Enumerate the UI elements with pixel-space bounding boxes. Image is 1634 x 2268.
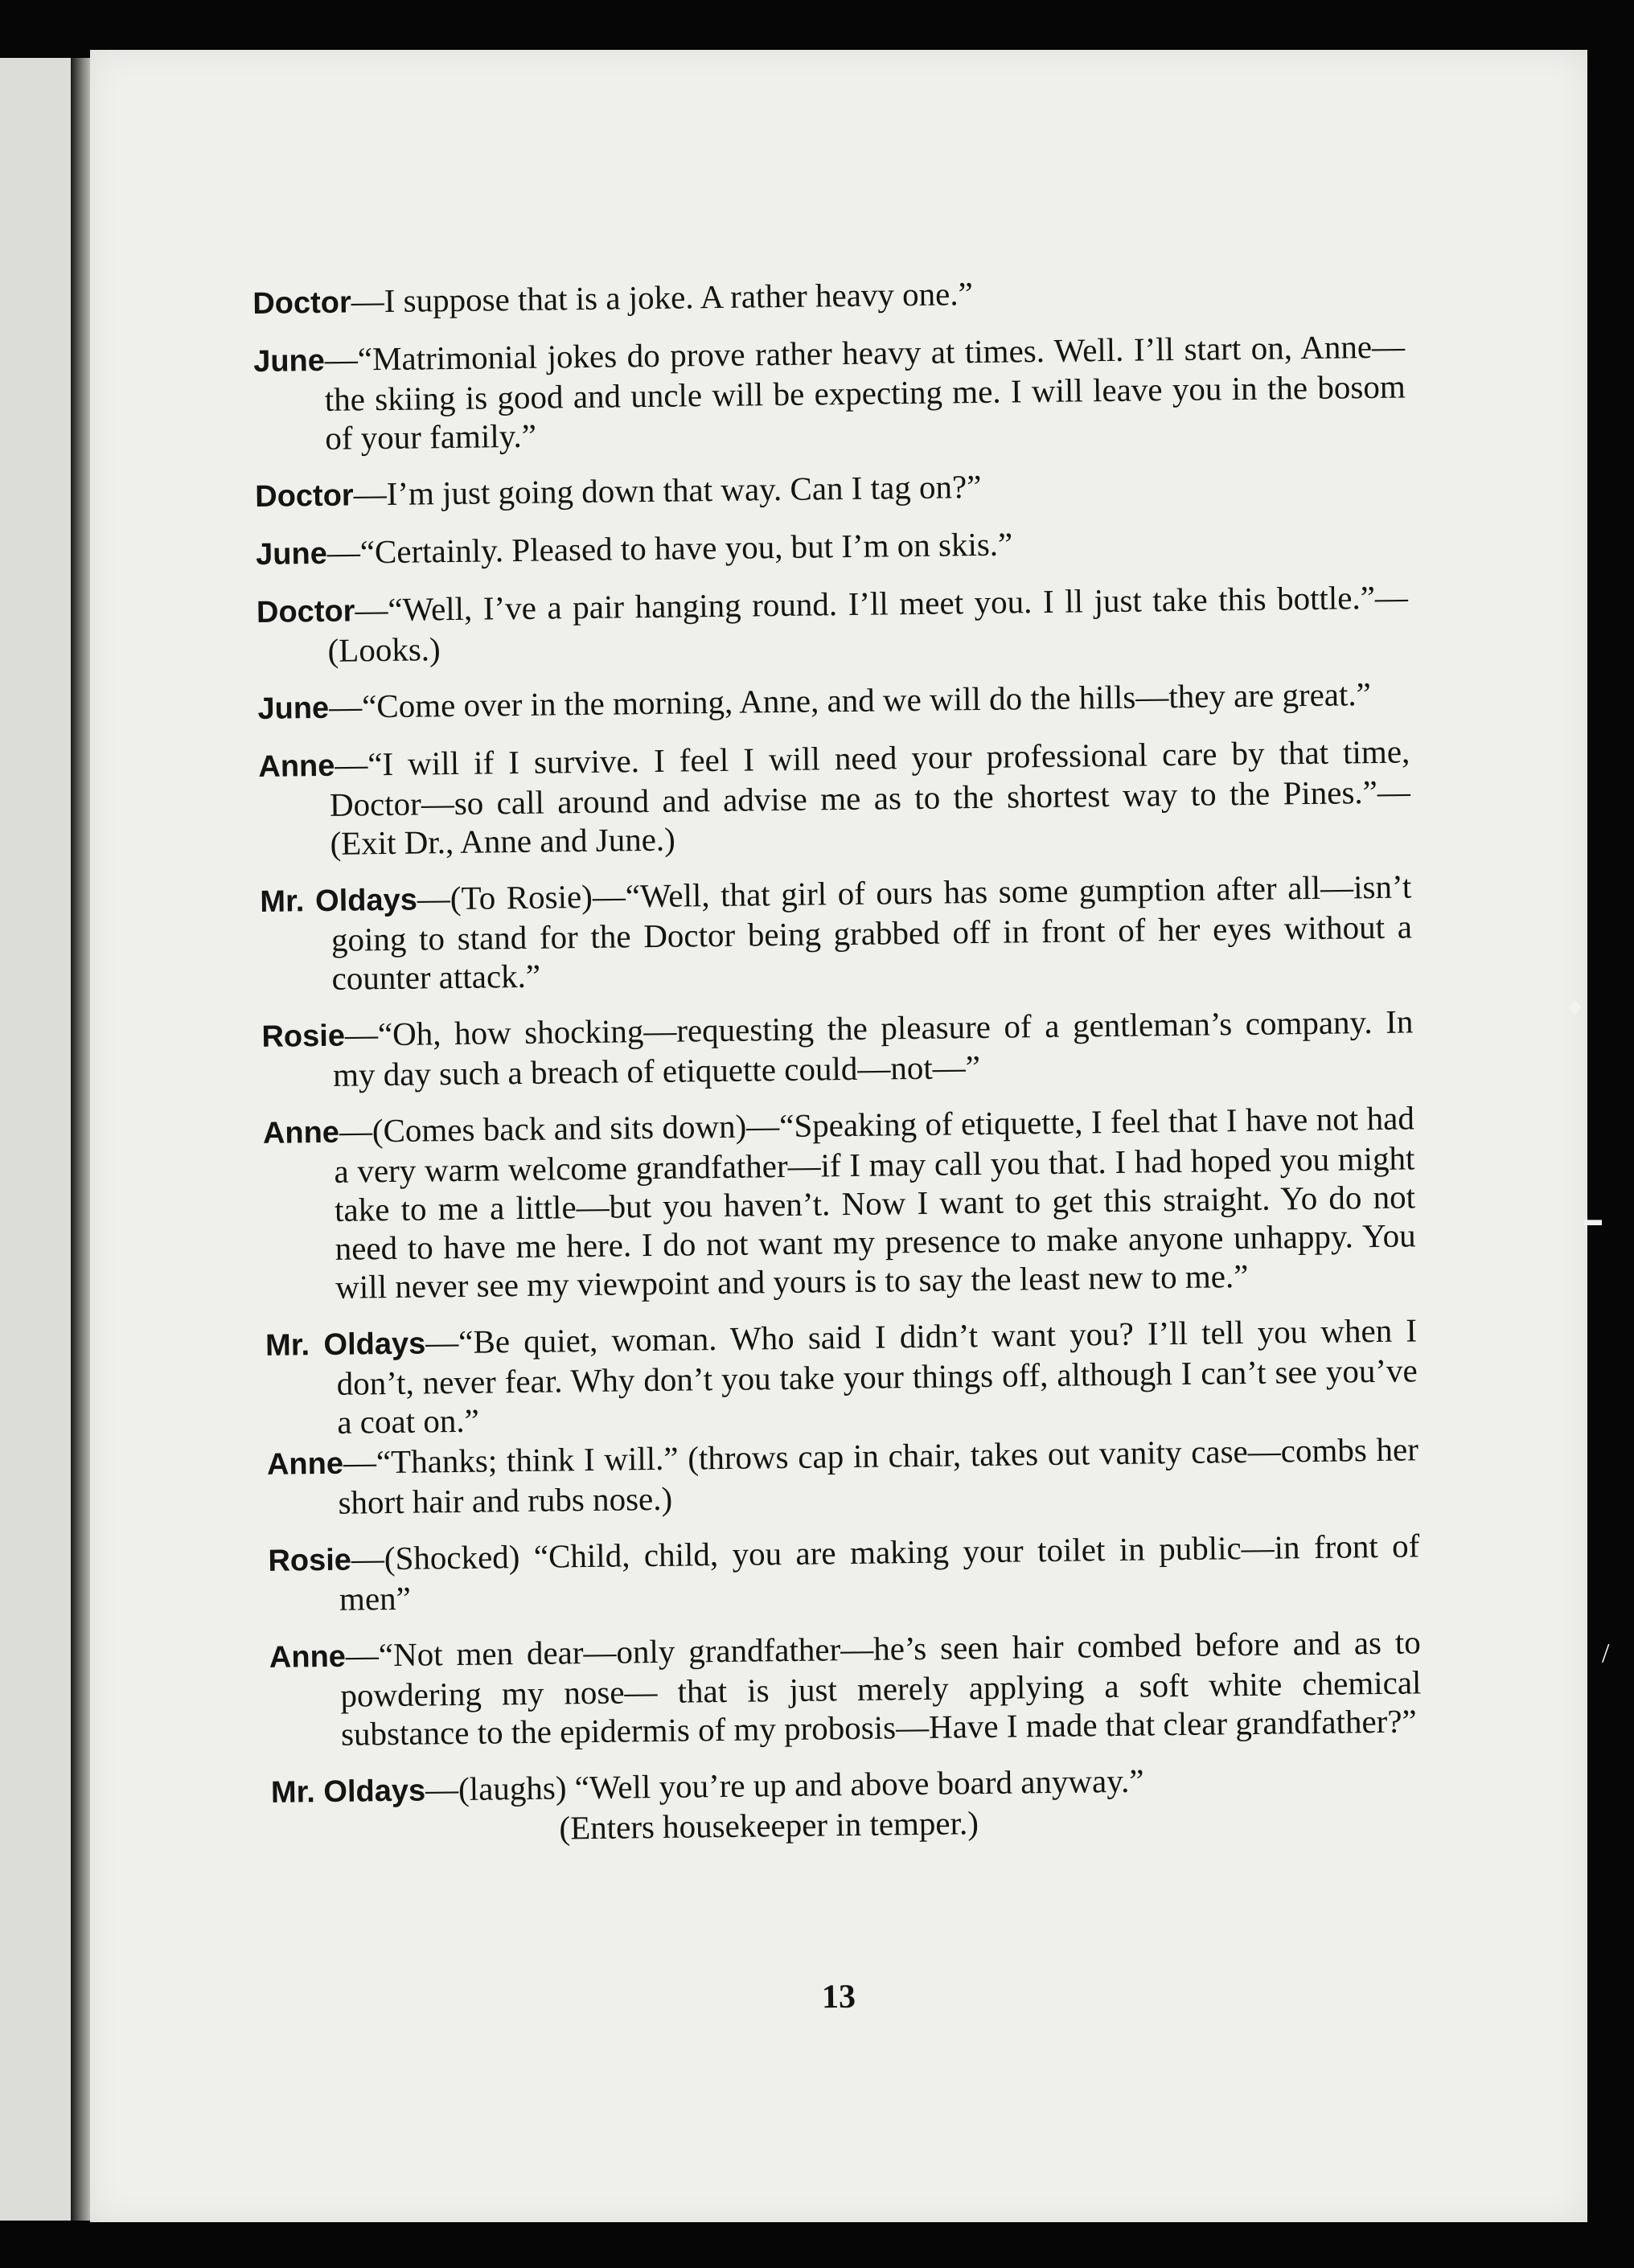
facing-page-edge bbox=[0, 58, 71, 2221]
dialogue-entry bbox=[261, 1002, 1414, 1094]
dialogue-entry bbox=[252, 269, 1405, 323]
book-page bbox=[90, 50, 1587, 2222]
dialogue-line: —“Thanks; think I will.” (throws cap in chair, takes out vanity case—combs her short hair and rubs nose.) bbox=[338, 1430, 1419, 1521]
dialogue-entry bbox=[263, 1098, 1417, 1306]
dialogue-line: —(To Rosie)—“Well, that girl of ours has some gumption after all—isn’t going to stand for the Doctor being grabbed off in front of her eyes without a counter attack.” bbox=[330, 867, 1413, 997]
dialogue-entry bbox=[258, 732, 1411, 863]
dialogue-entry bbox=[268, 1526, 1420, 1618]
dialogue-entry bbox=[265, 1310, 1418, 1442]
edge-speck-mark: / bbox=[1602, 1638, 1610, 1668]
dialogue-entry bbox=[269, 1622, 1423, 1753]
speaker-name: June bbox=[257, 691, 330, 726]
speaker-name: Doctor bbox=[254, 478, 354, 514]
speaker-name: Anne bbox=[266, 1446, 344, 1482]
dialogue-line: —(Comes back and sits down)—“Speaking of etiquette, I feel that I have not had a very warm welcome grandfather—if I may call you that. I had hoped you might take to me a little—but you haven’t. Now I want to get this straight. Yo do not need to have me here. I do not want my presence to make anyone unhappy. You will never see my viewpoint and yours is to say the least new to me.” bbox=[334, 1099, 1416, 1306]
dialogue-line: —“I will if I survive. I feel I will need your professional care by that time, Doctor—so call around and advise me as to the shortest way to the Pines.”—(Exit Dr., Anne and June.) bbox=[329, 732, 1411, 862]
stage-direction: (Enters housekeeper in temper.) bbox=[559, 1804, 979, 1847]
dialogue-entry bbox=[267, 1429, 1419, 1522]
dialogue-entry bbox=[255, 461, 1407, 515]
dialogue-line: —“Certainly. Pleased to have you, but I’m on skis.” bbox=[326, 525, 1013, 571]
dialogue-line: —“Be quiet, woman. Who said I didn’t want you? I’ll tell you when I don’t, never fear. Why don’t you take your things off, although I can’t see you’ve a coat on.” bbox=[336, 1311, 1418, 1441]
book-gutter bbox=[71, 58, 90, 2221]
dialogue-entry bbox=[260, 867, 1413, 998]
edge-speck-mark: ♦ bbox=[1568, 992, 1583, 1022]
dialogue-line: —(laughs) “Well you’re up and above board anyway.” bbox=[425, 1761, 1144, 1808]
page-number: 13 bbox=[821, 1978, 856, 2016]
dialogue-line: —“Oh, how shocking—requesting the pleasure of a gentleman’s company. In my day such a breach of etiquette could—not—” bbox=[332, 1003, 1414, 1093]
speaker-name: Rosie bbox=[261, 1019, 346, 1054]
speaker-name: June bbox=[255, 536, 328, 572]
speaker-name: Anne bbox=[262, 1115, 340, 1150]
dialogue-line: —I’m just going down that way. Can I tag on?” bbox=[353, 467, 982, 513]
speaker-name: Mr. Oldays bbox=[260, 883, 418, 919]
dialogue-line: —“Not men dear—only grandfather—he’s seen hair combed before and as to powdering my nose— that is just merely applying a soft white chemical substance to the epidermis of my probosis—Have I made that clear grandfather?” bbox=[340, 1623, 1422, 1753]
play-script-text bbox=[252, 269, 1423, 1868]
speaker-name: Anne bbox=[269, 1639, 347, 1675]
dialogue-line: —“Come over in the morning, Anne, and we will do the hills—they are great.” bbox=[328, 675, 1372, 725]
dialogue-line: —“Well, I’ve a pair hanging round. I’ll meet you. I ll just take this bottle.”—(Looks.) bbox=[327, 578, 1409, 669]
speaker-name: Mr. Oldays bbox=[265, 1327, 426, 1363]
dialogue-entry bbox=[253, 326, 1406, 457]
dialogue-line: —(Shocked) “Child, child, you are making your toilet in public—in front of men” bbox=[339, 1527, 1420, 1618]
dialogue-line: —I suppose that is a joke. A rather heavy one.” bbox=[351, 275, 974, 320]
dialogue-entry bbox=[257, 577, 1409, 670]
dialogue-entry bbox=[256, 519, 1408, 573]
dialogue-entry bbox=[257, 674, 1410, 728]
speaker-name: Anne bbox=[258, 748, 335, 784]
edge-speck-mark: ▬ bbox=[1584, 1209, 1602, 1229]
dialogue-entry bbox=[271, 1757, 1423, 1850]
speaker-name: Doctor bbox=[252, 285, 352, 321]
speaker-name: Mr. Oldays bbox=[270, 1774, 426, 1810]
speaker-name: Rosie bbox=[268, 1543, 352, 1578]
speaker-name: June bbox=[252, 343, 326, 379]
speaker-name: Doctor bbox=[256, 594, 355, 630]
dialogue-line: —“Matrimonial jokes do prove rather heavy at times. Well. I’ll start on, Anne—the skiing is good and uncle will be expecting me. I will leave you in the bosom of your family.” bbox=[324, 327, 1406, 457]
